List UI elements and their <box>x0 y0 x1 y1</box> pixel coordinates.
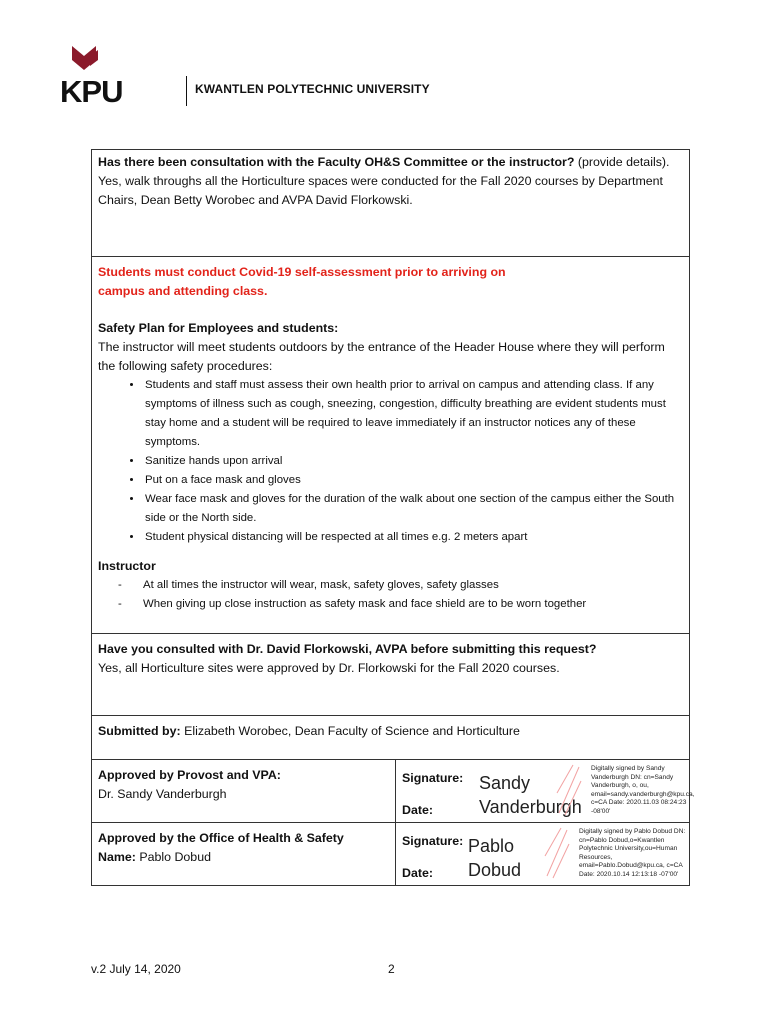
digital-signature-mark-icon <box>543 826 571 880</box>
avpa-answer: Yes, all Horticulture sites were approved by Dr. Florkowski for the Fall 2020 courses. <box>98 661 560 675</box>
date-label: Date: <box>402 866 433 880</box>
provost-row <box>92 760 690 823</box>
instructor-list <box>98 576 683 614</box>
date-label: Date: <box>402 803 433 817</box>
page-number: 2 <box>388 962 395 976</box>
provost-signature-cell <box>396 760 695 823</box>
consultation-row <box>92 150 690 257</box>
provost-signature-line2: Vanderburgh <box>479 797 582 817</box>
consultation-note: (provide details). <box>577 155 670 169</box>
list-item: • Student physical distancing will be respected at all times e.g. 2 meters apart <box>143 528 683 547</box>
safety-cell <box>92 257 690 634</box>
covid-warning: Students must conduct Covid-19 self-assessment prior to arriving on campus and attending class. <box>98 265 506 298</box>
footer-version: v.2 July 14, 2020 <box>91 962 181 976</box>
kpu-logo <box>58 44 430 108</box>
provost-label: Approved by Provost and VPA: <box>98 768 281 782</box>
submitted-label: Submitted by: <box>98 724 181 738</box>
safety-plan-heading: Safety Plan for Employees and students: <box>98 321 339 335</box>
signature-label: Signature: <box>402 834 464 848</box>
approval-form <box>91 149 695 886</box>
ohs-cell <box>92 823 396 886</box>
list-item: • Wear face mask and gloves for the duration of the walk about one section of the campus either the South side or the North side. <box>143 490 683 528</box>
ohs-name-label: Name: <box>98 850 136 864</box>
submitted-value: Elizabeth Worobec, Dean Faculty of Science and Horticulture <box>184 724 520 738</box>
ohs-label: Approved by the Office of Health & Safety <box>98 831 344 845</box>
signature-label: Signature: <box>402 771 464 785</box>
ohs-signature-cell <box>396 823 690 886</box>
logo-text: KPU <box>60 74 123 106</box>
list-item: - At all times the instructor will wear, mask, safety gloves, safety glasses <box>143 576 683 595</box>
ohs-name: Pablo Dobud <box>139 850 211 864</box>
list-item: - When giving up close instruction as safety mask and face shield are to be worn together <box>143 595 683 614</box>
consultation-answer: Yes, walk throughs all the Horticulture spaces were conducted for the Fall 2020 courses by Department Chairs, Dean Betty Worobec and AVPA David Florkowski. <box>98 174 663 207</box>
avpa-cell <box>92 634 690 716</box>
ohs-signature-line2: Dobud <box>468 860 522 880</box>
provost-name: Dr. Sandy Vanderburgh <box>98 787 227 801</box>
ohs-signature-line1: Pablo <box>468 836 515 856</box>
instructor-heading: Instructor <box>98 559 156 573</box>
consultation-cell <box>92 150 690 257</box>
ohs-row <box>92 823 690 886</box>
list-item: • Sanitize hands upon arrival <box>143 452 683 471</box>
list-item: • Put on a face mask and gloves <box>143 471 683 490</box>
logo-divider <box>186 76 187 106</box>
submitted-cell <box>92 716 690 760</box>
avpa-row <box>92 634 690 716</box>
avpa-question: Have you consulted with Dr. David Florkowski, AVPA before submitting this request? <box>98 642 597 656</box>
digital-signature-mark-icon <box>555 763 583 817</box>
safety-plan-intro: The instructor will meet students outdoors by the entrance of the Header House where they will perform the following safety procedures: <box>98 340 665 373</box>
provost-signature-line1: Sandy <box>479 773 531 793</box>
provost-cell <box>92 760 396 823</box>
kpu-logo-icon <box>60 44 124 106</box>
safety-row <box>92 257 690 634</box>
submitted-row <box>92 716 690 760</box>
provost-digital-signature: Digitally signed by Sandy Vanderburgh DN: cn=Sandy Vanderburgh, o, ou, email=sandy.vanderburgh@kpu.ca, c=CA Date: 2020.11.03 08:24:23 -08'00' <box>591 765 695 815</box>
university-name: KWANTLEN POLYTECHNIC UNIVERSITY <box>195 82 430 96</box>
safety-procedures-list <box>98 376 683 547</box>
list-item: • Students and staff must assess their own health prior to arrival on campus and attending class. If any symptoms of illness such as cough, sneezing, congestion, difficulty breathing are evident students must stay home and a student will be required to leave immediately if an instructor notices any of these symptoms. <box>143 376 683 452</box>
consultation-question: Has there been consultation with the Faculty OH&S Committee or the instructor? <box>98 155 575 169</box>
ohs-digital-signature: Digitally signed by Pablo Dobud DN: cn=Pablo Dobud,o=Kwantlen Polytechnic University,ou=Human Resources, email=Pablo.Dobud@kpu.ca, c=CA Date: 2020.10.14 12:13:18 -07'00' <box>579 828 686 878</box>
